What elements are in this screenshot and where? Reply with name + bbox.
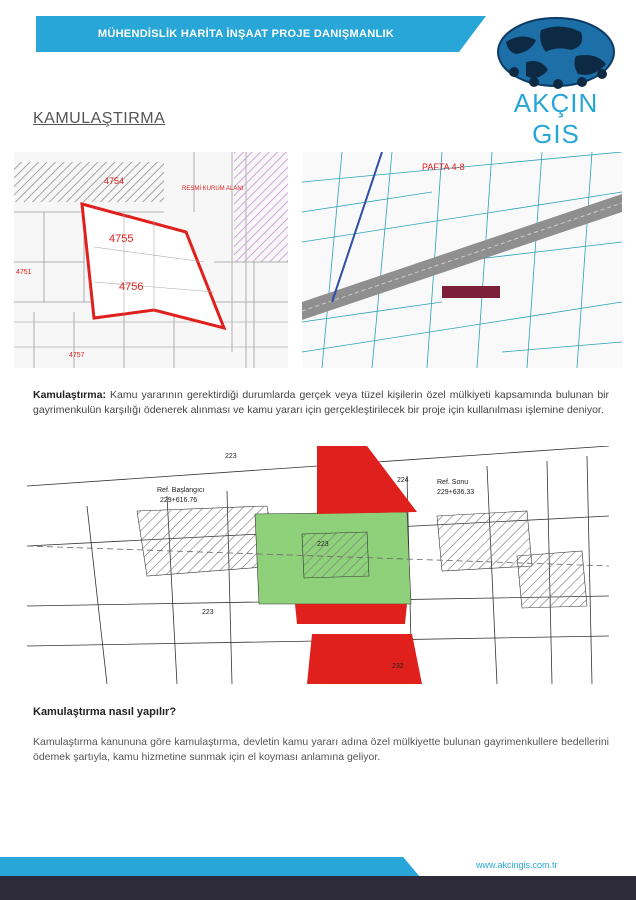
logo-text: AKÇIN GIS: [513, 88, 599, 149]
definition-label: Kamulaştırma:: [33, 389, 106, 401]
expropriation-plan-map: [27, 446, 609, 684]
globe-logo-icon: [486, 12, 626, 92]
map1-label-4754: 4754: [104, 176, 125, 186]
header-title: MÜHENDİSLİK HARİTA İNŞAAT PROJE DANIŞMANLIK: [97, 28, 395, 40]
map3-start-km: 229+616.76: [160, 497, 198, 504]
map2-sheet-label: PAFTA 4-8: [422, 162, 465, 172]
map3-start-ref: Ref. Başlangıcı: [157, 487, 205, 494]
map1-label-4755: 4755: [109, 233, 134, 245]
footer-bar: [0, 876, 636, 900]
cadastral-map-left: [14, 152, 288, 368]
definition-text: Kamu yararının gerektirdiği durumlarda gerçek veya tüzel kişilerin özel mülkiyeti kapsamında bulunan bir gayrimenkulün karşılığı ödenerek alınması ve kamu yararı için gerçekleştirilecek bir proje için kullanılması işlemine deniyor.: [33, 389, 609, 416]
map1-label-4757: 4757: [69, 352, 85, 359]
map3-parcel-223-bottom: 223: [202, 609, 214, 616]
map1-label-4751: 4751: [16, 269, 32, 276]
answer-paragraph: Kamulaştırma kanununa göre kamulaştırma, devletin kamu yararı adına özel mülkiyette bulunan gayrimenkullere bedellerini ödemek şartıyla, kamu hizmetine sunmak için el koyması anlamına geliyor.: [33, 736, 609, 763]
map1-zone-label: RESMİ KURUM ALANI: [182, 186, 244, 192]
definition-paragraph: [33, 388, 609, 418]
map3-end-km: 229+636.33: [437, 489, 475, 496]
map3-parcel-224: 224: [397, 477, 409, 484]
footer-url[interactable]: www.akcingis.com.tr: [476, 860, 558, 870]
cadastral-map-right: [302, 152, 622, 368]
question-title: Kamulaştırma nasıl yapılır?: [33, 706, 177, 718]
map1-label-4756: 4756: [119, 281, 144, 293]
section-title: KAMULAŞTIRMA: [33, 110, 166, 127]
map3-end-ref: Ref. Sonu: [437, 479, 469, 486]
map3-parcel-223-mid: 223: [317, 541, 329, 548]
map3-parcel-223-top: 223: [225, 453, 237, 460]
map3-parcel-232: 232: [392, 663, 404, 670]
footer-band: [0, 857, 420, 877]
